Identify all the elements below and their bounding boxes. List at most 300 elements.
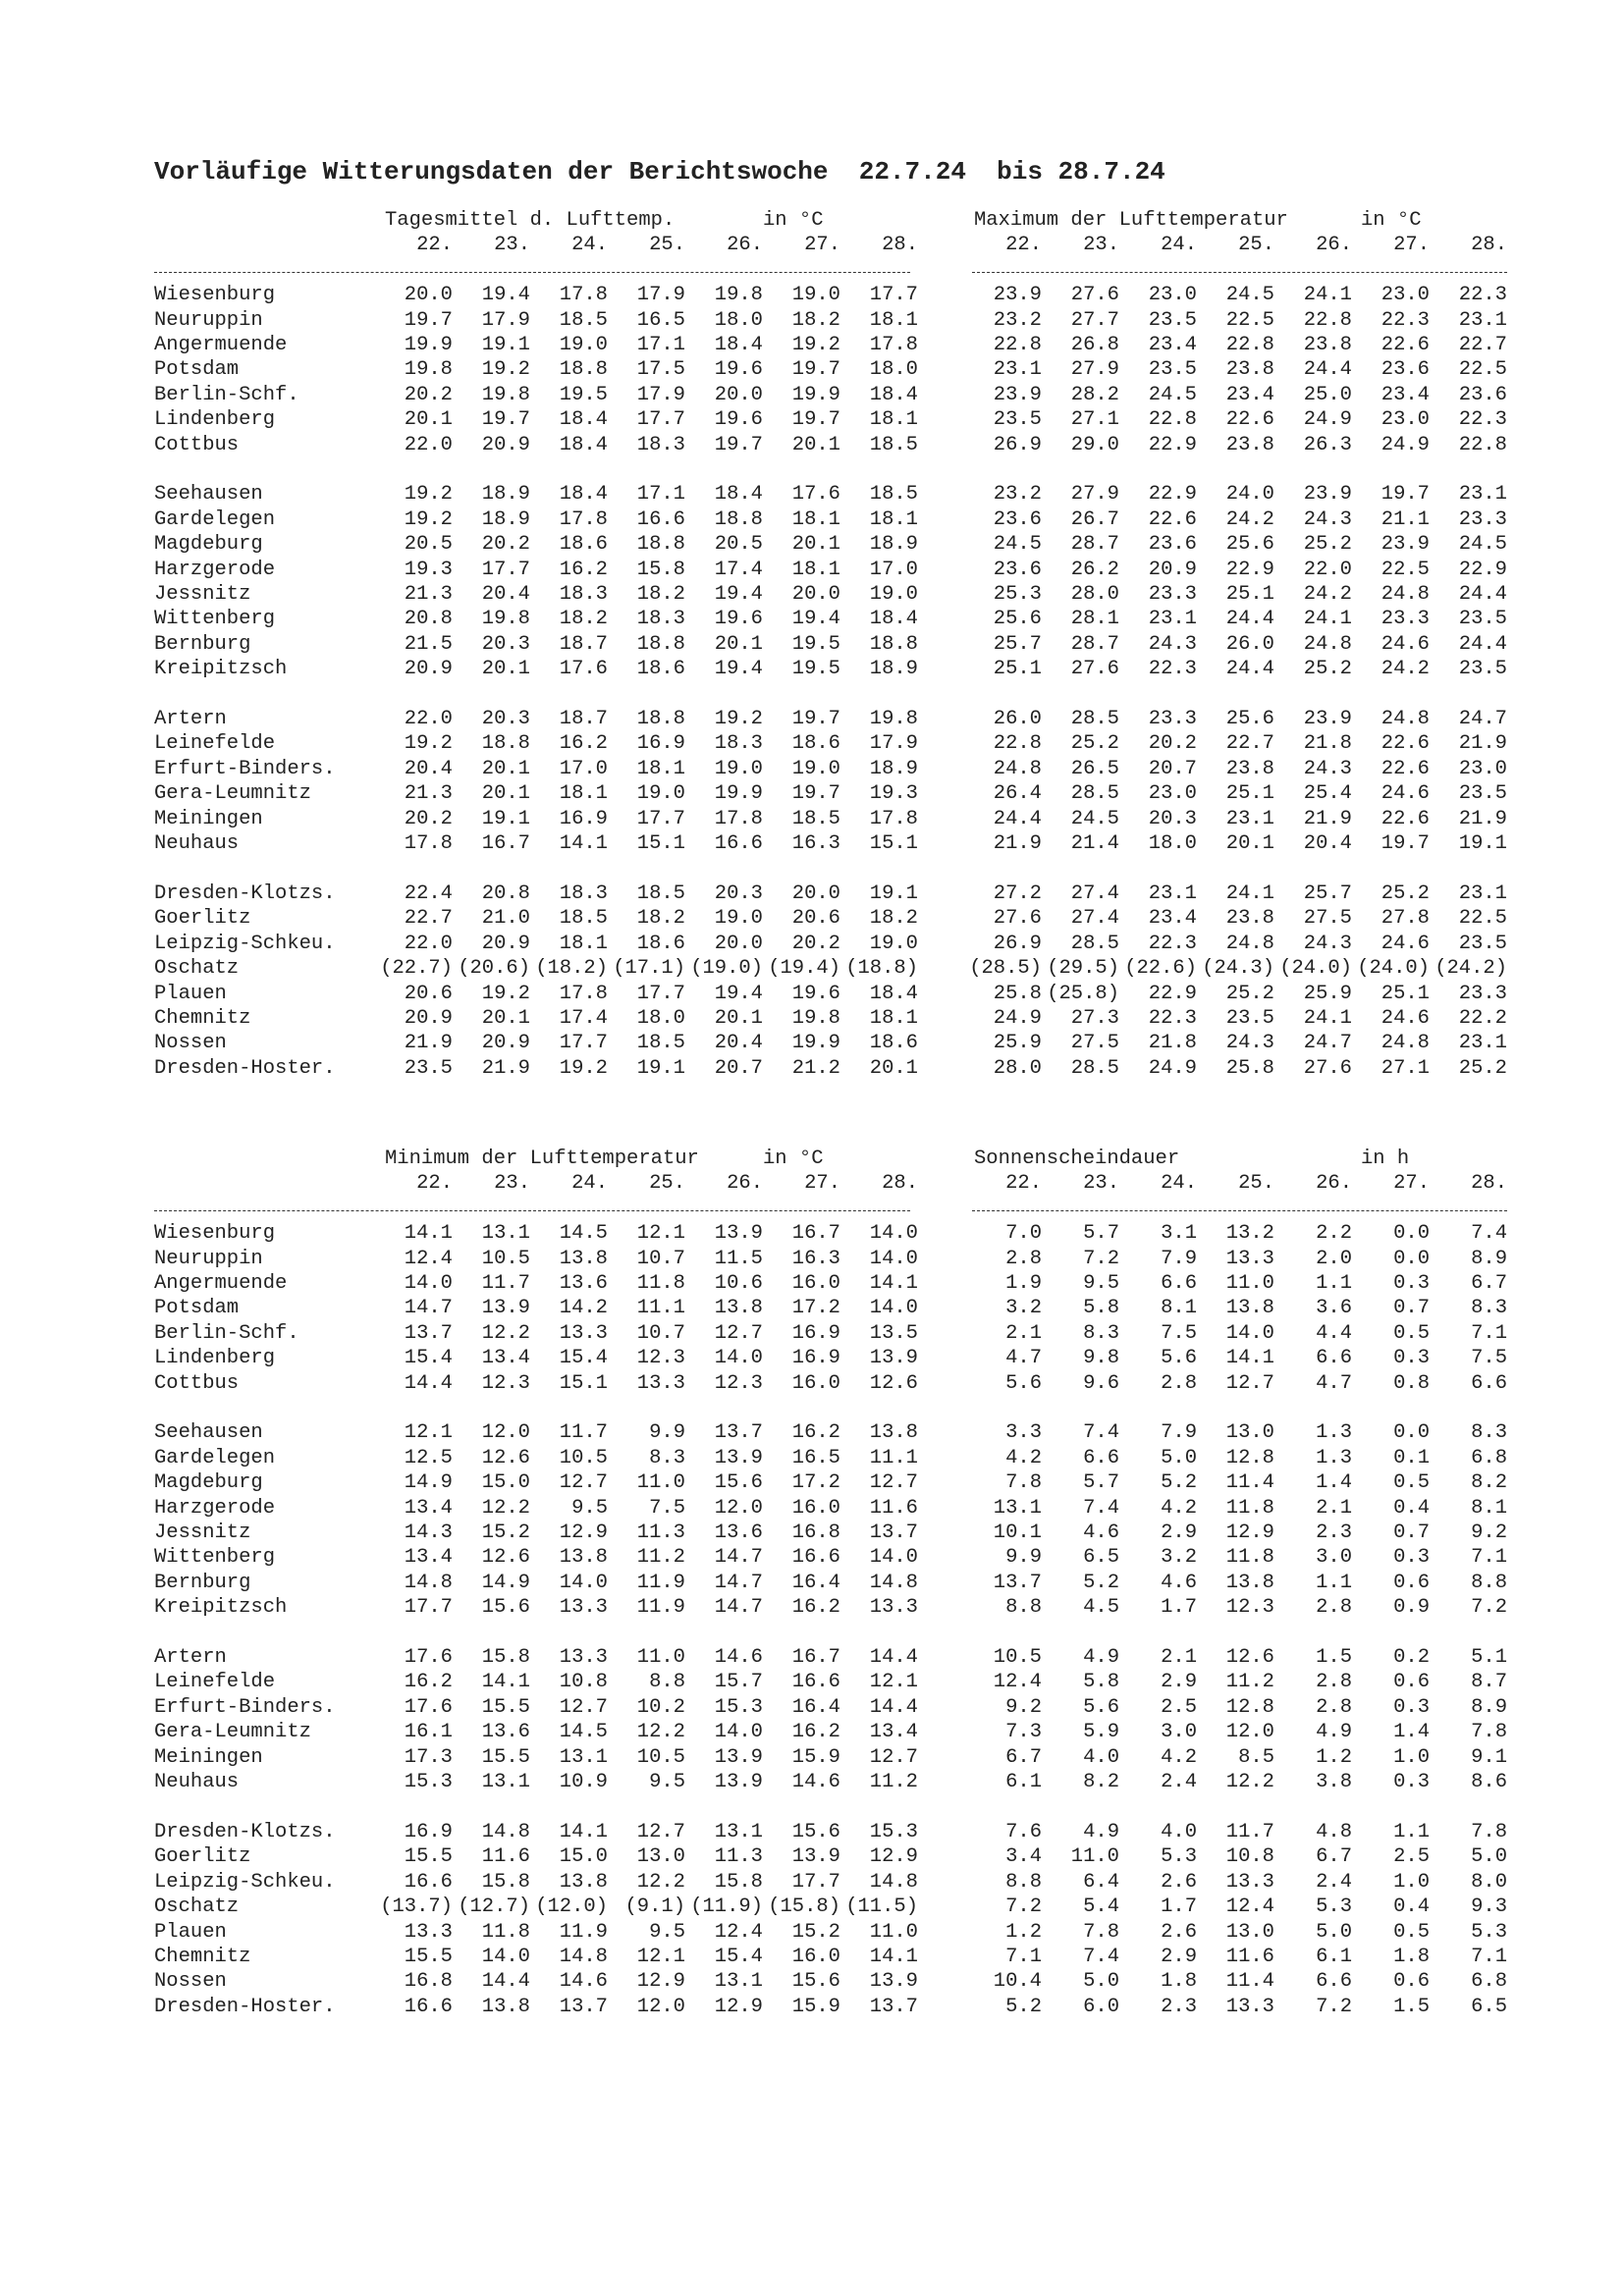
value-cell: 22.0 [404, 433, 453, 456]
value-cell: 25.2 [1458, 1056, 1507, 1080]
value-cell: 19.7 [404, 308, 453, 332]
value-cell: 16.7 [481, 832, 530, 856]
value-cell: 24.5 [993, 533, 1042, 557]
value-cell: 19.7 [791, 358, 840, 382]
value-cell: 28.2 [1070, 383, 1119, 406]
value-cell: 19.8 [791, 1006, 840, 1030]
value-cell: 19.9 [791, 1032, 840, 1055]
value-cell: 5.7 [1083, 1222, 1119, 1246]
value-cell: (19.4) [768, 957, 840, 981]
value-cell: 0.9 [1393, 1596, 1430, 1620]
value-cell: 25.2 [1225, 982, 1274, 1005]
value-cell: 18.0 [1148, 832, 1197, 856]
value-cell: 24.3 [1148, 632, 1197, 656]
value-cell: 5.2 [1083, 1571, 1119, 1594]
value-cell: 27.4 [1070, 881, 1119, 905]
value-cell: 16.7 [791, 1222, 840, 1246]
value-cell: 24.6 [1380, 632, 1430, 656]
value-cell: 24.4 [1458, 632, 1507, 656]
station-row [154, 956, 1507, 981]
value-cell: 1.0 [1393, 1745, 1430, 1769]
value-cell: 17.6 [559, 658, 608, 681]
value-cell: 20.6 [404, 982, 453, 1005]
value-cell: 8.1 [1161, 1297, 1197, 1320]
value-cell: 12.1 [636, 1222, 685, 1246]
value-cell: 2.8 [1316, 1671, 1352, 1694]
station-row [154, 1595, 1507, 1620]
section-title: Sonnenscheindauer [974, 1148, 1180, 1170]
value-cell: 23.1 [1458, 1032, 1507, 1055]
section-unit: in °C [763, 209, 824, 232]
value-cell: 15.8 [636, 558, 685, 581]
value-cell: 17.7 [404, 1596, 453, 1620]
value-cell: 18.1 [636, 757, 685, 780]
value-cell: 22.0 [404, 708, 453, 731]
value-cell: 19.1 [481, 334, 530, 356]
station-row [154, 632, 1507, 657]
value-cell: 17.8 [559, 507, 608, 531]
value-cell: 17.1 [636, 334, 685, 356]
value-cell: 11.0 [1070, 1845, 1119, 1869]
value-cell: 20.2 [791, 932, 840, 955]
value-cell: 23.8 [1225, 907, 1274, 931]
value-cell: 15.2 [791, 1920, 840, 1944]
station-name: Erfurt-Binders. [154, 1695, 336, 1719]
value-cell: 13.3 [559, 1321, 608, 1345]
value-cell: 18.4 [869, 383, 918, 406]
station-name: Harzgerode [154, 558, 276, 581]
value-cell: 8.9 [1471, 1695, 1507, 1719]
station-name: Seehausen [154, 1421, 263, 1445]
value-cell: 16.8 [404, 1970, 453, 1994]
weather-table-2 [154, 1147, 1507, 2019]
value-cell: 18.1 [869, 1006, 918, 1030]
value-cell: 17.3 [404, 1745, 453, 1769]
station-name: Gera-Leumnitz [154, 782, 311, 806]
station-row [154, 1346, 1507, 1370]
value-cell: 19.2 [714, 708, 763, 731]
value-cell: 12.2 [481, 1496, 530, 1520]
value-cell: 24.8 [1380, 1032, 1430, 1055]
station-row [154, 831, 1507, 856]
value-cell: 17.4 [714, 558, 763, 581]
value-cell: 18.8 [481, 732, 530, 756]
value-cell: 2.4 [1161, 1771, 1197, 1794]
value-cell: (29.5) [1047, 957, 1119, 981]
station-row [154, 1969, 1507, 1994]
value-cell: 21.1 [1380, 507, 1430, 531]
value-cell: 12.2 [636, 1721, 685, 1744]
value-cell: 19.2 [481, 358, 530, 382]
value-cell: 27.9 [1070, 483, 1119, 507]
value-cell: 18.1 [869, 308, 918, 332]
station-row [154, 507, 1507, 532]
value-cell: 11.9 [559, 1920, 608, 1944]
value-cell: 2.1 [1005, 1321, 1042, 1345]
value-cell: 7.2 [1316, 1995, 1352, 2018]
value-cell: 14.7 [714, 1596, 763, 1620]
value-cell: 7.4 [1083, 1945, 1119, 1968]
value-cell: 19.1 [869, 881, 918, 905]
value-cell: 11.7 [1225, 1820, 1274, 1843]
value-cell: 4.6 [1161, 1571, 1197, 1594]
value-cell: 23.1 [1148, 608, 1197, 631]
value-cell: 26.2 [1070, 558, 1119, 581]
value-cell: 27.1 [1070, 408, 1119, 432]
station-row [154, 932, 1507, 956]
value-cell: 28.7 [1070, 533, 1119, 557]
day-header: 25. [649, 234, 685, 257]
station-name: Kreipitzsch [154, 658, 288, 681]
value-cell: 20.0 [714, 932, 763, 955]
station-name: Berlin-Schf. [154, 1321, 299, 1345]
value-cell: 2.1 [1316, 1496, 1352, 1520]
value-cell: 14.5 [559, 1222, 608, 1246]
value-cell: 19.2 [404, 507, 453, 531]
value-cell: 5.3 [1471, 1920, 1507, 1944]
value-cell: 15.1 [559, 1371, 608, 1395]
station-row [154, 1521, 1507, 1545]
value-cell: 24.8 [1380, 583, 1430, 607]
value-cell: 4.7 [1005, 1347, 1042, 1370]
value-cell: 27.4 [1070, 907, 1119, 931]
value-cell: 23.3 [1148, 708, 1197, 731]
station-name: Jessnitz [154, 583, 251, 607]
value-cell: 25.6 [993, 608, 1042, 631]
value-cell: 12.9 [714, 1995, 763, 2018]
value-cell: 18.1 [869, 507, 918, 531]
value-cell: 11.2 [869, 1771, 918, 1794]
value-cell: 23.3 [1458, 507, 1507, 531]
value-cell: 27.6 [993, 907, 1042, 931]
value-cell: 23.1 [1458, 308, 1507, 332]
station-row [154, 1844, 1507, 1869]
value-cell: 19.3 [404, 558, 453, 581]
station-name: Nossen [154, 1032, 227, 1055]
value-cell: 23.3 [1458, 982, 1507, 1005]
header-row-days [154, 1171, 1507, 1196]
value-cell: 15.6 [791, 1820, 840, 1843]
value-cell: 18.4 [559, 483, 608, 507]
value-cell: 20.1 [481, 757, 530, 780]
value-cell: 22.6 [1380, 757, 1430, 780]
value-cell: 14.8 [869, 1571, 918, 1594]
value-cell: 19.8 [481, 608, 530, 631]
value-cell: 8.8 [1471, 1571, 1507, 1594]
value-cell: 24.2 [1380, 658, 1430, 681]
day-header: 25. [1238, 234, 1274, 257]
station-name: Berlin-Schf. [154, 383, 299, 406]
value-cell: 6.1 [1316, 1945, 1352, 1968]
value-cell: 18.3 [714, 732, 763, 756]
value-cell: 5.2 [1005, 1995, 1042, 2018]
value-cell: 23.6 [1148, 533, 1197, 557]
value-cell: 0.5 [1393, 1321, 1430, 1345]
value-cell: 26.9 [993, 433, 1042, 456]
value-cell: 23.5 [1225, 1006, 1274, 1030]
value-cell: 25.2 [1070, 732, 1119, 756]
value-cell: 21.9 [1458, 732, 1507, 756]
value-cell: 23.2 [993, 483, 1042, 507]
value-cell: 1.8 [1161, 1970, 1197, 1994]
value-cell: 11.5 [714, 1247, 763, 1270]
value-cell: 24.1 [1225, 881, 1274, 905]
station-row [154, 707, 1507, 731]
day-header: 23. [494, 1172, 530, 1196]
value-cell: 10.5 [636, 1745, 685, 1769]
value-cell: 15.1 [636, 832, 685, 856]
value-cell: 22.0 [1303, 558, 1352, 581]
value-cell: 13.7 [559, 1995, 608, 2018]
value-cell: 28.0 [993, 1056, 1042, 1080]
value-cell: 12.1 [404, 1421, 453, 1445]
value-cell: 12.4 [993, 1671, 1042, 1694]
value-cell: 28.0 [1070, 583, 1119, 607]
value-cell: 14.5 [559, 1721, 608, 1744]
value-cell: 5.0 [1083, 1970, 1119, 1994]
value-cell: 3.8 [1316, 1771, 1352, 1794]
value-cell: 11.0 [1225, 1272, 1274, 1295]
value-cell: 17.1 [636, 483, 685, 507]
value-cell: 8.5 [1238, 1745, 1274, 1769]
day-header: 23. [494, 234, 530, 257]
value-cell: 25.2 [1303, 658, 1352, 681]
value-cell: 0.7 [1393, 1297, 1430, 1320]
station-row [154, 1371, 1507, 1396]
value-cell: 1.1 [1393, 1820, 1430, 1843]
value-cell: 18.3 [559, 583, 608, 607]
value-cell: 12.3 [1225, 1596, 1274, 1620]
value-cell: 24.5 [1148, 383, 1197, 406]
value-cell: 20.0 [404, 284, 453, 307]
value-cell: 20.1 [481, 782, 530, 806]
station-name: Chemnitz [154, 1006, 251, 1030]
value-cell: 11.0 [636, 1646, 685, 1670]
value-cell: 24.7 [1458, 708, 1507, 731]
value-cell: 11.1 [636, 1297, 685, 1320]
value-cell: 17.7 [636, 807, 685, 830]
day-header: 27. [804, 234, 840, 257]
value-cell: 16.2 [559, 732, 608, 756]
value-cell: 23.5 [404, 1056, 453, 1080]
value-cell: 2.4 [1316, 1870, 1352, 1894]
value-cell: 3.1 [1161, 1222, 1197, 1246]
value-cell: 13.1 [481, 1771, 530, 1794]
value-cell: 19.7 [1380, 483, 1430, 507]
value-cell: 23.5 [1458, 608, 1507, 631]
value-cell: 2.9 [1161, 1945, 1197, 1968]
station-row [154, 807, 1507, 831]
value-cell: 15.6 [791, 1970, 840, 1994]
value-cell: 13.9 [869, 1970, 918, 1994]
value-cell: 18.2 [869, 907, 918, 931]
value-cell: 22.7 [1225, 732, 1274, 756]
value-cell: 17.6 [791, 483, 840, 507]
station-name: Dresden-Klotzs. [154, 881, 336, 905]
station-row [154, 1745, 1507, 1770]
value-cell: 13.9 [714, 1222, 763, 1246]
station-row [154, 558, 1507, 582]
value-cell: 12.3 [636, 1347, 685, 1370]
value-cell: 13.1 [714, 1970, 763, 1994]
value-cell: 15.8 [714, 1870, 763, 1894]
value-cell: 14.8 [481, 1820, 530, 1843]
value-cell: 12.7 [636, 1820, 685, 1843]
value-cell: 0.3 [1393, 1695, 1430, 1719]
station-row [154, 308, 1507, 333]
value-cell: 20.7 [714, 1056, 763, 1080]
value-cell: 28.7 [1070, 632, 1119, 656]
value-cell: 8.9 [1471, 1247, 1507, 1270]
value-cell: 7.3 [1005, 1721, 1042, 1744]
value-cell: 18.8 [869, 632, 918, 656]
value-cell: 6.7 [1316, 1845, 1352, 1869]
value-cell: 4.0 [1161, 1820, 1197, 1843]
value-cell: 16.4 [791, 1571, 840, 1594]
value-cell: 18.5 [559, 907, 608, 931]
value-cell: 19.4 [714, 982, 763, 1005]
value-cell: 12.4 [404, 1247, 453, 1270]
value-cell: 6.1 [1005, 1771, 1042, 1794]
value-cell: 2.2 [1316, 1222, 1352, 1246]
value-cell: 27.5 [1070, 1032, 1119, 1055]
value-cell: 22.9 [1148, 433, 1197, 456]
value-cell: 0.3 [1393, 1771, 1430, 1794]
value-cell: 24.2 [1225, 507, 1274, 531]
value-cell: 23.4 [1148, 334, 1197, 356]
value-cell: 19.6 [714, 608, 763, 631]
value-cell: 19.9 [791, 383, 840, 406]
value-cell: 0.1 [1393, 1446, 1430, 1469]
station-row [154, 757, 1507, 781]
value-cell: 12.2 [636, 1870, 685, 1894]
value-cell: 12.0 [481, 1421, 530, 1445]
value-cell: (24.2) [1435, 957, 1507, 981]
value-cell: 19.8 [869, 708, 918, 731]
value-cell: 27.7 [1070, 308, 1119, 332]
station-row [154, 1545, 1507, 1570]
value-cell: 25.1 [1225, 583, 1274, 607]
value-cell: 12.8 [1225, 1446, 1274, 1469]
value-cell: 5.0 [1316, 1920, 1352, 1944]
value-cell: 17.7 [559, 1032, 608, 1055]
value-cell: 6.6 [1161, 1272, 1197, 1295]
value-cell: 18.4 [869, 608, 918, 631]
value-cell: 23.8 [1303, 334, 1352, 356]
value-cell: 17.8 [714, 807, 763, 830]
value-cell: 21.0 [481, 907, 530, 931]
value-cell: 19.9 [714, 782, 763, 806]
value-cell: 17.5 [636, 358, 685, 382]
value-cell: 8.6 [1471, 1771, 1507, 1794]
value-cell: 17.0 [559, 757, 608, 780]
station-row [154, 1446, 1507, 1470]
value-cell: 16.0 [791, 1371, 840, 1395]
value-cell: 5.2 [1161, 1471, 1197, 1495]
value-cell: 15.3 [404, 1771, 453, 1794]
value-cell: 20.4 [481, 583, 530, 607]
value-cell: 22.6 [1148, 507, 1197, 531]
station-row [154, 1271, 1507, 1296]
value-cell: 7.2 [1083, 1247, 1119, 1270]
value-cell: 13.9 [869, 1347, 918, 1370]
value-cell: 15.4 [714, 1945, 763, 1968]
value-cell: 11.8 [1225, 1496, 1274, 1520]
value-cell: 15.3 [869, 1820, 918, 1843]
value-cell: 19.5 [791, 632, 840, 656]
separator-row [154, 1197, 1507, 1221]
value-cell: 2.8 [1316, 1596, 1352, 1620]
value-cell: 26.9 [993, 932, 1042, 955]
value-cell: 5.1 [1471, 1646, 1507, 1670]
value-cell: 25.9 [1303, 982, 1352, 1005]
station-name: Wittenberg [154, 608, 276, 631]
day-header: 26. [727, 1172, 763, 1196]
value-cell: 23.4 [1225, 383, 1274, 406]
station-name: Gera-Leumnitz [154, 1721, 311, 1744]
value-cell: 20.1 [869, 1056, 918, 1080]
value-cell: (11.9) [690, 1896, 763, 1919]
day-header: 25. [649, 1172, 685, 1196]
value-cell: 18.8 [714, 507, 763, 531]
value-cell: 1.5 [1316, 1646, 1352, 1670]
value-cell: 22.5 [1458, 907, 1507, 931]
value-cell: 7.4 [1471, 1222, 1507, 1246]
value-cell: 24.6 [1380, 1006, 1430, 1030]
value-cell: 17.9 [869, 732, 918, 756]
value-cell: 7.8 [1471, 1721, 1507, 1744]
value-cell: 7.9 [1161, 1421, 1197, 1445]
value-cell: 12.1 [636, 1945, 685, 1968]
value-cell: 20.5 [714, 533, 763, 557]
station-name: Leipzig-Schkeu. [154, 932, 336, 955]
value-cell: 10.1 [993, 1522, 1042, 1545]
value-cell: 20.2 [404, 807, 453, 830]
value-cell: 18.6 [869, 1032, 918, 1055]
value-cell: 23.6 [993, 558, 1042, 581]
value-cell: 18.5 [791, 807, 840, 830]
station-name: Neuruppin [154, 1247, 263, 1270]
value-cell: (12.7) [458, 1896, 530, 1919]
value-cell: 0.2 [1393, 1646, 1430, 1670]
value-cell: 4.8 [1316, 1820, 1352, 1843]
station-name: Goerlitz [154, 907, 251, 931]
value-cell: 11.9 [636, 1571, 685, 1594]
value-cell: 2.8 [1161, 1371, 1197, 1395]
value-cell: 5.0 [1161, 1446, 1197, 1469]
value-cell: 4.6 [1083, 1522, 1119, 1545]
value-cell: 18.9 [481, 483, 530, 507]
value-cell: 20.9 [481, 1032, 530, 1055]
value-cell: 19.0 [714, 757, 763, 780]
value-cell: 14.4 [869, 1646, 918, 1670]
value-cell: 18.7 [559, 632, 608, 656]
value-cell: 22.5 [1458, 358, 1507, 382]
value-cell: 12.2 [481, 1321, 530, 1345]
value-cell: 17.9 [481, 308, 530, 332]
value-cell: 4.0 [1083, 1745, 1119, 1769]
value-cell: 1.2 [1005, 1920, 1042, 1944]
station-row [154, 607, 1507, 631]
value-cell: 23.0 [1148, 782, 1197, 806]
value-cell: 19.5 [791, 658, 840, 681]
value-cell: 13.4 [481, 1347, 530, 1370]
value-cell: 27.6 [1070, 284, 1119, 307]
value-cell: 15.3 [714, 1695, 763, 1719]
station-name: Gardelegen [154, 507, 276, 531]
station-name: Potsdam [154, 358, 240, 382]
value-cell: 16.8 [791, 1522, 840, 1545]
